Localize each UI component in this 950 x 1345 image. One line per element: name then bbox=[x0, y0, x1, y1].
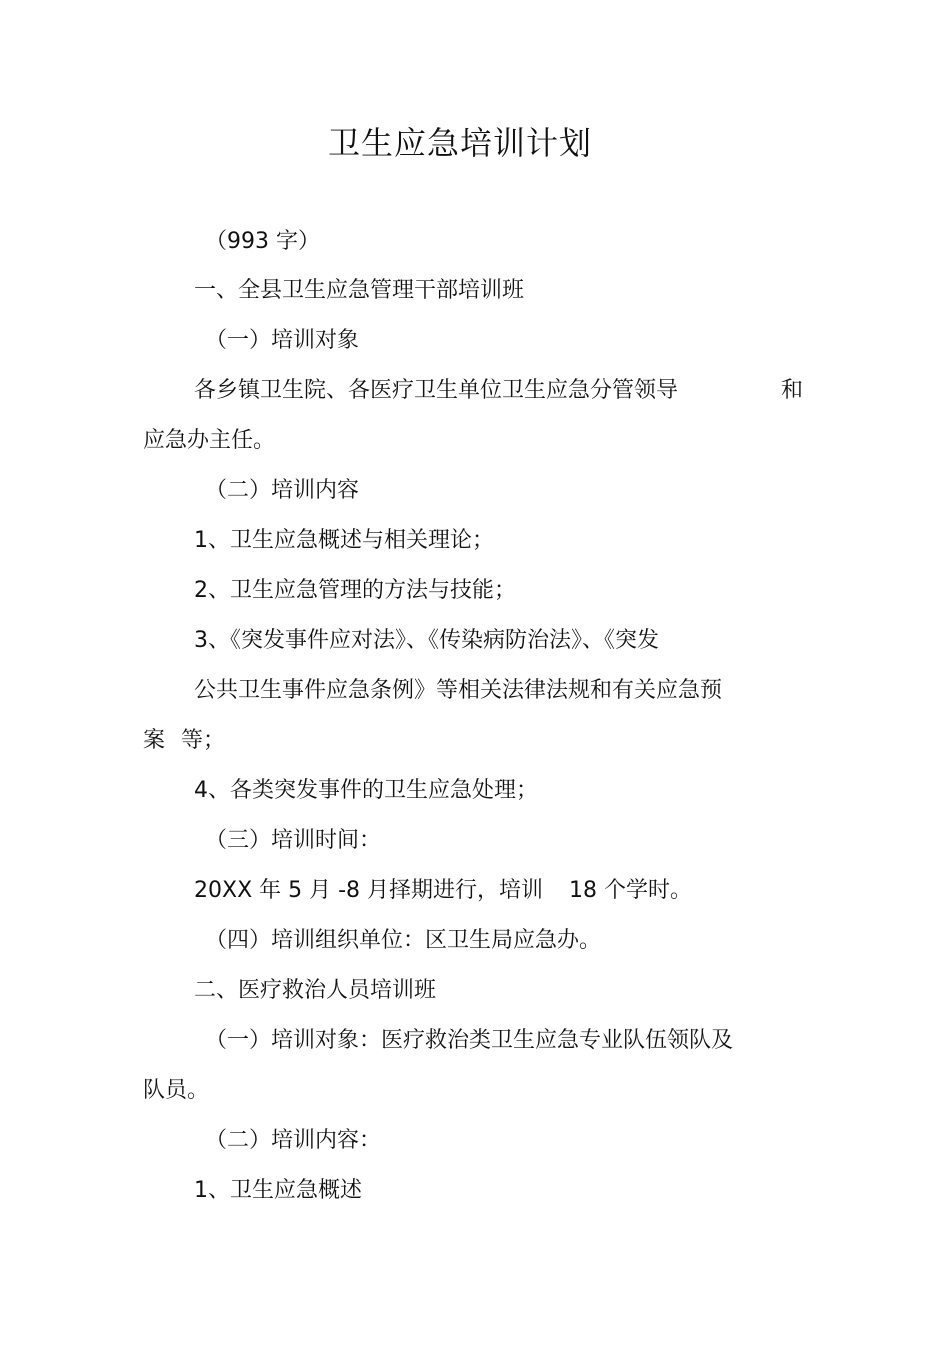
section2-sub2-label: （二）培训内容： bbox=[205, 1128, 382, 1153]
section1-heading: 一、全县卫生应急管理干部培训班 bbox=[194, 278, 525, 303]
content-item-3-line2: 公共卫生事件应急条例》等相关法律法规和有关应急预 bbox=[194, 678, 723, 703]
section2-sub1-line2: 队员。 bbox=[143, 1078, 210, 1103]
training-time bbox=[194, 876, 692, 906]
content-item-3-line3-b: 等； bbox=[181, 728, 226, 753]
content-item-3-line1: 3、《突发事件应对法》、《传染病防治法》、《突发 bbox=[194, 628, 659, 653]
document-title: 卫生应急培训计划 bbox=[327, 124, 592, 162]
section1-sub3-label: （三）培训时间： bbox=[205, 828, 382, 853]
content-item-3-line3 bbox=[143, 726, 225, 756]
section2-sub1-line1: （一）培训对象：医疗救治类卫生应急专业队伍领队及 bbox=[205, 1028, 734, 1053]
section2-content-item-1: 1、卫生应急概述 bbox=[194, 1178, 362, 1203]
word-count: （993 字） bbox=[205, 229, 320, 254]
section1-sub2-label: （二）培训内容 bbox=[205, 478, 360, 503]
training-time-hours: 18 个学时。 bbox=[569, 878, 693, 903]
content-item-4: 4、各类突发事件的卫生应急处理； bbox=[194, 778, 538, 803]
section2-heading: 二、医疗救治人员培训班 bbox=[194, 978, 437, 1003]
content-item-3-line3-a: 案 bbox=[143, 728, 166, 753]
content-item-1: 1、卫生应急概述与相关理论； bbox=[194, 528, 494, 553]
target-text: 各乡镇卫生院、各医疗卫生单位卫生应急分管领导 bbox=[194, 378, 679, 403]
section1-target-line2: 应急办主任。 bbox=[143, 428, 276, 453]
section1-target-line1 bbox=[194, 376, 678, 406]
training-time-period: 20XX 年 5 月 -8 月择期进行，培训 bbox=[194, 878, 544, 903]
section1-sub1-label: （一）培训对象 bbox=[205, 328, 360, 353]
target-text-continuation: 和 bbox=[781, 378, 804, 403]
section1-sub4-label: （四）培训组织单位：区卫生局应急办。 bbox=[205, 928, 602, 953]
content-item-2: 2、卫生应急管理的方法与技能； bbox=[194, 578, 516, 603]
